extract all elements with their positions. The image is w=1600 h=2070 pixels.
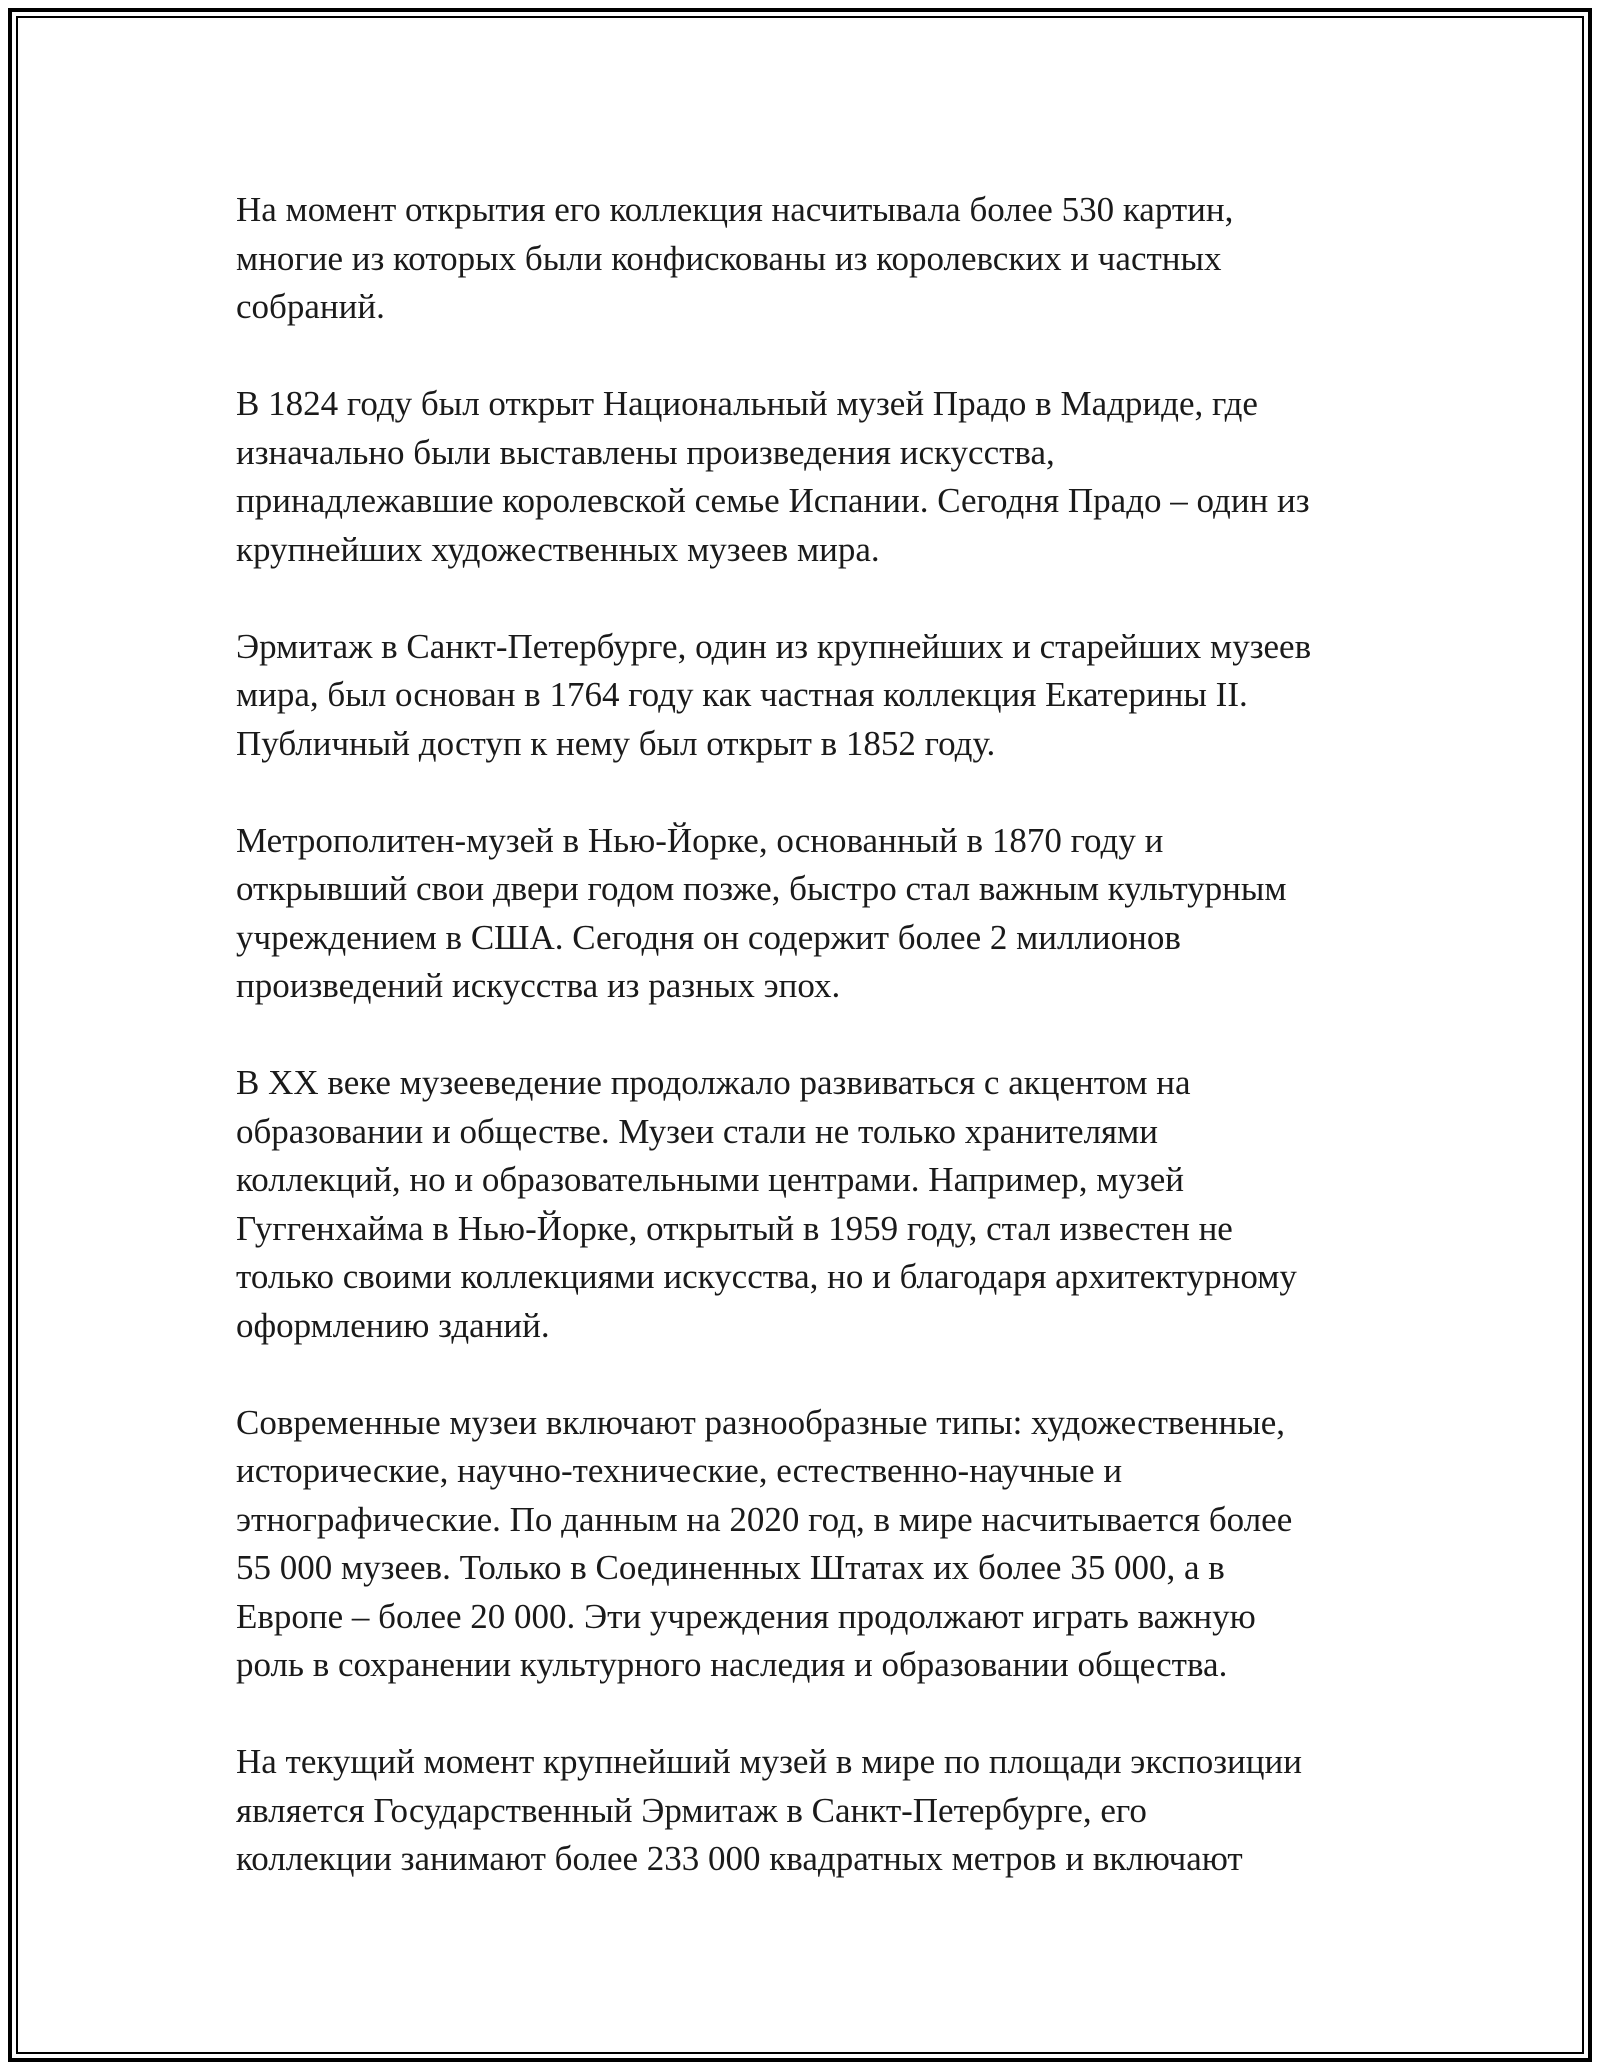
text-line: Гуггенхайма в Нью-Йорке, открытый в 1959 году, стал известен не <box>236 1208 1233 1248</box>
text-line: изначально были выставлены произведения искусства, <box>236 432 1055 472</box>
text-line: 55 000 музеев. Только в Соединенных Штатах их более 35 000, а в <box>236 1548 1225 1587</box>
paragraph <box>236 380 1376 574</box>
paragraph <box>236 817 1376 1011</box>
document-body <box>236 186 1376 1932</box>
text-line: В 1824 году был открыт Национальный музей Прадо в Мадриде, где <box>236 384 1258 423</box>
text-line: только своими коллекциями искусства, но и благодаря архитектурному <box>236 1257 1297 1296</box>
text-line: Эрмитаж в Санкт-Петербурге, один из крупнейших и старейших музеев <box>236 626 1312 666</box>
text-line: этнографические. По данным на 2020 год, в мире насчитывается более <box>236 1499 1293 1539</box>
text-line: крупнейших художественных музеев мира. <box>236 529 880 569</box>
paragraph <box>236 623 1376 769</box>
paragraph <box>236 1399 1376 1690</box>
text-line: открывший свои двери годом позже, быстро стал важным культурным <box>236 869 1287 908</box>
text-line: На момент открытия его коллекция насчитывала более 530 картин, <box>236 190 1234 229</box>
text-line: является Государственный Эрмитаж в Санкт-Петербурге, его <box>236 1790 1147 1830</box>
text-line: произведений искусства из разных эпох. <box>236 966 841 1005</box>
text-line: образовании и обществе. Музеи стали не только хранителями <box>236 1111 1159 1151</box>
paragraph <box>236 1738 1376 1884</box>
text-line: Европе – более 20 000. Эти учреждения продолжают играть важную <box>236 1596 1256 1636</box>
text-line: Современные музеи включают разнообразные типы: художественные, <box>236 1402 1286 1442</box>
text-line: учреждением в США. Сегодня он содержит более 2 миллионов <box>236 917 1181 957</box>
paragraph <box>236 186 1376 332</box>
text-line: принадлежавшие королевской семье Испании. Сегодня Прадо – один из <box>236 481 1310 520</box>
text-line: оформлению зданий. <box>236 1305 550 1345</box>
text-line: коллекции занимают более 233 000 квадратных метров и включают <box>236 1839 1243 1878</box>
text-line: роль в сохранении культурного наследия и образовании общества. <box>236 1645 1228 1684</box>
text-line: исторические, научно-технические, естественно-научные и <box>236 1451 1123 1490</box>
text-line: собраний. <box>236 287 385 326</box>
paragraph <box>236 1059 1376 1350</box>
text-line: коллекций, но и образовательными центрами. Например, музей <box>236 1160 1185 1199</box>
text-line: мира, был основан в 1764 году как частная коллекция Екатерины II. <box>236 675 1248 714</box>
text-line: Метрополитен-музей в Нью-Йорке, основанный в 1870 году и <box>236 820 1164 860</box>
text-line: Публичный доступ к нему был открыт в 1852 году. <box>236 723 996 763</box>
text-line: многие из которых были конфискованы из королевских и частных <box>236 238 1222 278</box>
text-line: На текущий момент крупнейший музей в мире по площади экспозиции <box>236 1742 1302 1781</box>
text-line: В XX веке музееведение продолжало развиваться с акцентом на <box>236 1063 1191 1102</box>
